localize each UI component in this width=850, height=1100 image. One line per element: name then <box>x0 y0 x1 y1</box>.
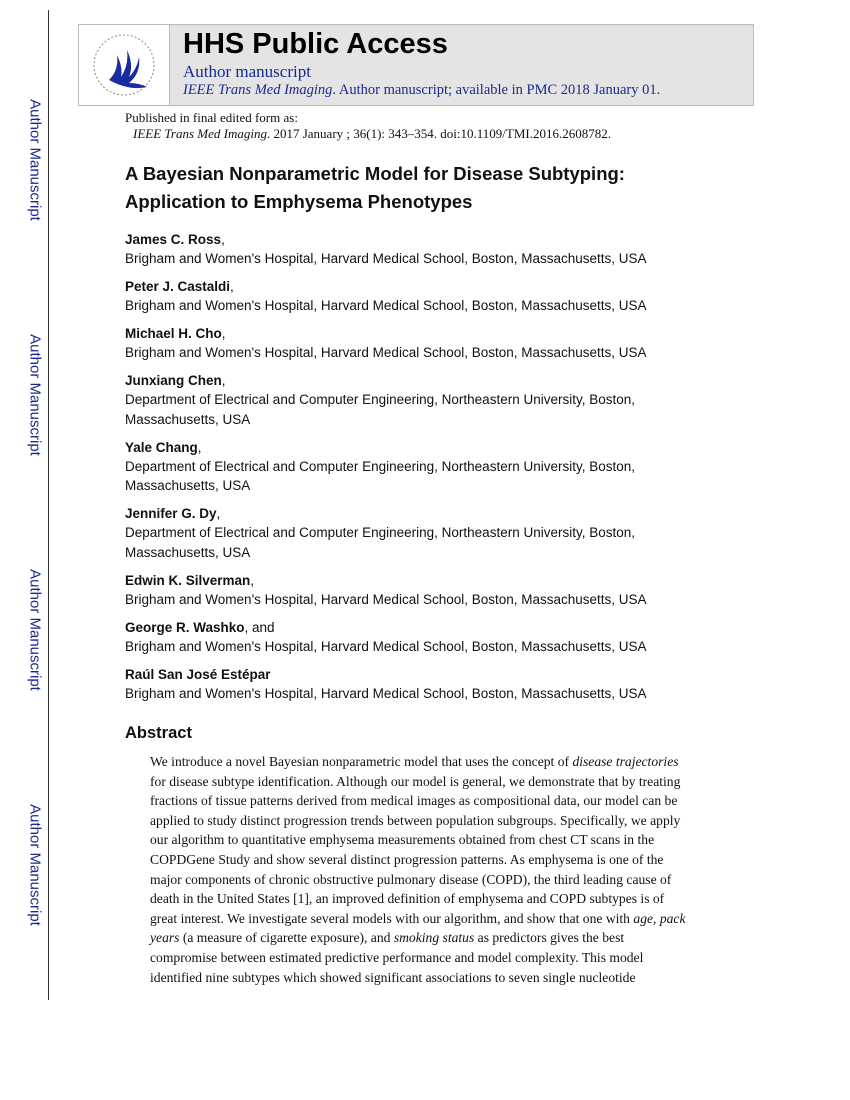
abstract-text: (a measure of cigarette exposure), and <box>179 930 394 946</box>
author-separator: , <box>197 439 202 455</box>
author-affiliation: Brigham and Women's Hospital, Harvard Medical School, Boston, Massachusetts, USA <box>125 685 647 701</box>
author-affiliation: Massachusetts, USA <box>125 544 251 560</box>
author-affiliation: Brigham and Women's Hospital, Harvard Medical School, Boston, Massachusetts, USA <box>125 638 647 654</box>
author-name-text: Yale Chang <box>125 439 198 455</box>
author-affiliation: Department of Electrical and Computer Engineering, Northeastern University, Boston, <box>125 525 635 540</box>
citation-journal: IEEE Trans Med Imaging <box>133 126 267 141</box>
author-separator: , and <box>244 619 275 635</box>
author-name <box>125 620 275 635</box>
author-separator: , <box>221 373 226 388</box>
abstract-line <box>150 772 685 792</box>
abstract-text: death in the United States [1], an improved definition of emphysema and COPD subtypes is of <box>150 891 665 907</box>
author-affiliation: Brigham and Women's Hospital, Harvard Medical School, Boston, Massachusetts, USA <box>125 345 647 360</box>
sidebar-label-text: Author Manuscript <box>26 334 44 456</box>
emphasis-text: smoking status <box>393 930 475 946</box>
hhs-header <box>78 24 754 106</box>
availability-text: . Author manuscript; available in PMC 2018 January 01. <box>332 82 661 98</box>
author-affiliation: Department of Electrical and Computer Engineering, Northeastern University, Boston, <box>125 392 635 407</box>
author-name <box>125 232 225 247</box>
citation-text: . 2017 January ; 36(1): 343–354. doi:10.1109/TMI.2016.2608782. <box>266 126 611 141</box>
paper-title <box>125 160 625 216</box>
abstract-line <box>150 889 685 909</box>
abstract-line <box>150 968 685 988</box>
emphasis-text: disease trajectories <box>572 754 679 769</box>
author-affiliation: Brigham and Women's Hospital, Harvard Medical School, Boston, Massachusetts, USA <box>125 591 647 607</box>
sidebar-label-text: Author Manuscript <box>26 99 44 221</box>
title-line: A Bayesian Nonparametric Model for Disease Subtyping: <box>125 163 625 184</box>
author-name-text: George R. Washko <box>125 619 245 635</box>
title-line: Application to Emphysema Phenotypes <box>125 191 473 212</box>
author-name <box>125 440 202 455</box>
author-name <box>125 326 226 341</box>
author-name <box>125 573 254 588</box>
emphasis-text: years <box>150 930 180 946</box>
margin-rule <box>48 10 49 1000</box>
author-name-text: Peter J. Castaldi <box>125 279 231 294</box>
abstract-text: our algorithm to quantitative emphysema measurements obtained from chest CT scans in the <box>150 832 655 848</box>
abstract-text: COPDGene Study and show several distinct progression patterns. As emphysema is one of the <box>150 851 664 867</box>
abstract-line <box>150 830 685 850</box>
author-affiliation: Department of Electrical and Computer Engineering, Northeastern University, Boston, <box>125 458 635 474</box>
abstract-body <box>150 752 685 987</box>
abstract-line <box>150 850 685 870</box>
abstract-text: applied to study distinct progression trends between population subgroups. Specifically, we apply <box>150 812 681 828</box>
sidebar-label-text: Author Manuscript <box>26 804 44 926</box>
author-name-text: Junxiang Chen <box>125 373 222 388</box>
author-separator: , <box>250 572 255 588</box>
abstract-text: as predictors gives the best <box>474 930 625 946</box>
journal-name: IEEE Trans Med Imaging <box>183 82 333 98</box>
abstract-line <box>150 752 685 772</box>
published-label: Published in final edited form as: <box>125 110 298 125</box>
abstract-text: We introduce a novel Bayesian nonparametric model that uses the concept of <box>150 754 573 769</box>
author-name-text: Michael H. Cho <box>125 326 222 341</box>
abstract-text: identified nine subtypes which showed significant associations to seven single nucleotide <box>150 969 636 985</box>
abstract-line <box>150 791 685 811</box>
author-affiliation: Massachusetts, USA <box>125 411 251 427</box>
author-separator: , <box>230 279 234 294</box>
abstract-text: major components of chronic obstructive pulmonary disease (COPD), the third leading cause of <box>150 871 672 887</box>
author-name <box>125 279 234 294</box>
abstract-text: compromise between estimated predictive performance and model complexity. This model <box>150 949 644 965</box>
header-title: HHS Public Access <box>183 28 448 60</box>
author-separator: , <box>221 232 225 247</box>
hhs-logo-icon <box>79 25 170 105</box>
author-name-text: Raúl San José Estépar <box>125 666 271 682</box>
abstract-line <box>150 928 685 948</box>
sidebar-label-text: Author Manuscript <box>26 569 44 691</box>
abstract-line <box>150 811 685 831</box>
header-subtitle: Author manuscript <box>183 62 311 81</box>
emphasis-text: age, pack <box>633 910 686 926</box>
author-affiliation: Brigham and Women's Hospital, Harvard Medical School, Boston, Massachusetts, USA <box>125 251 647 266</box>
abstract-line <box>150 870 685 890</box>
author-name-text: Jennifer G. Dy <box>125 506 217 521</box>
abstract-text: fractions of tissue patterns derived from medical images as compositional data, our model can be <box>150 793 678 809</box>
author-name <box>125 373 226 388</box>
author-name-text: Edwin K. Silverman <box>125 572 251 588</box>
abstract-text: great interest. We investigate several models with our algorithm, and show that one with <box>150 910 634 926</box>
author-name <box>125 506 220 521</box>
citation <box>133 126 611 142</box>
author-affiliation: Massachusetts, USA <box>125 478 251 493</box>
abstract-line <box>150 909 685 929</box>
abstract-line <box>150 948 685 968</box>
availability-line <box>183 82 660 99</box>
abstract-heading: Abstract <box>125 724 192 742</box>
author-affiliation: Brigham and Women's Hospital, Harvard Medical School, Boston, Massachusetts, USA <box>125 298 647 313</box>
author-separator: , <box>216 506 221 521</box>
author-separator: , <box>221 326 226 341</box>
author-name <box>125 667 271 682</box>
abstract-text: for disease subtype identification. Although our model is general, we demonstrate that by treating <box>150 773 681 789</box>
author-name-text: James C. Ross <box>125 232 222 247</box>
